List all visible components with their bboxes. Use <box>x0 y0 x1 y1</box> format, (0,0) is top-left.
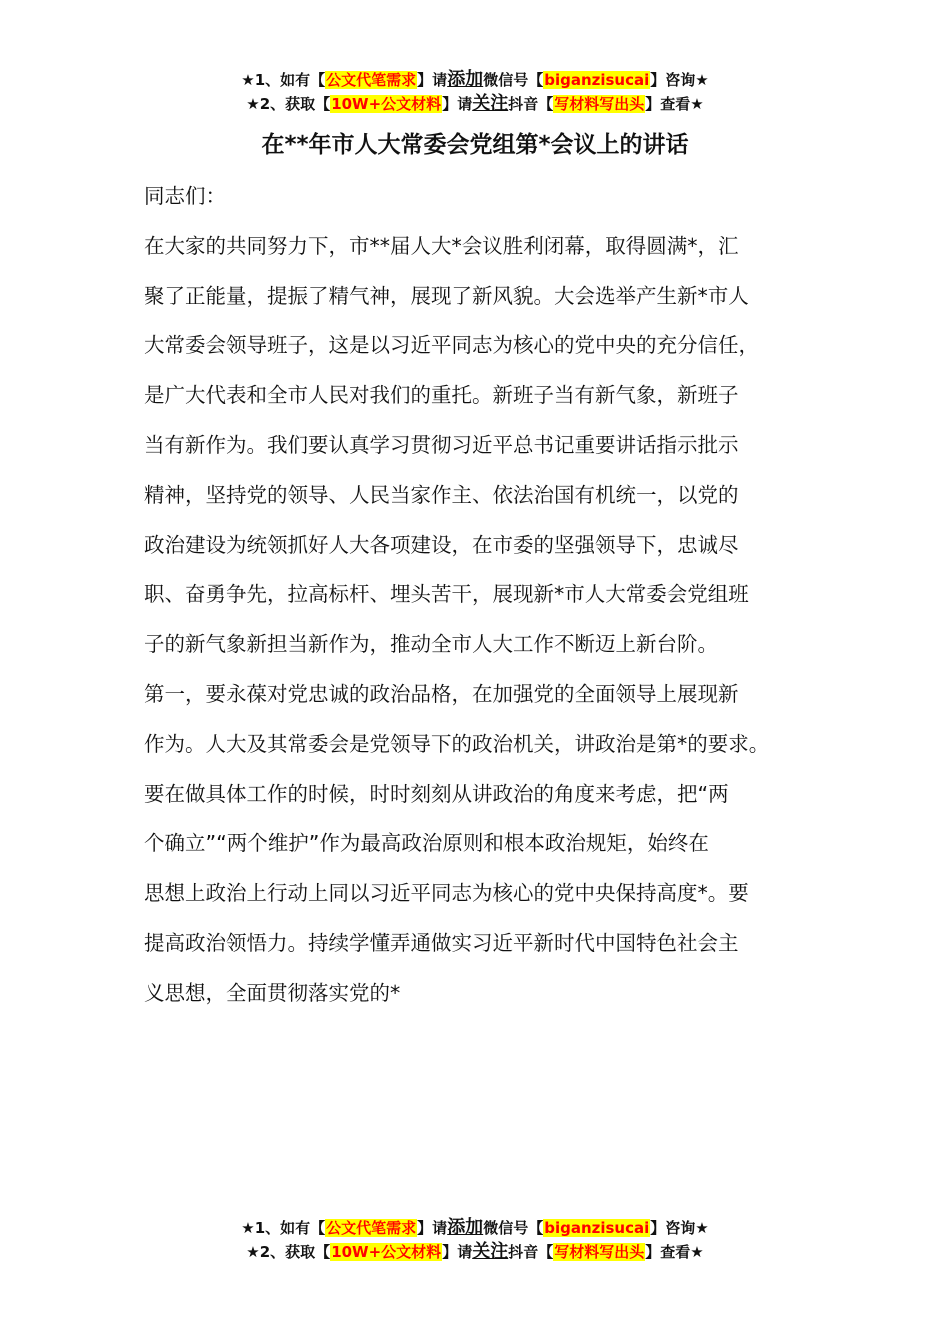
footer-highlight-writing-service: 公文代笔需求 <box>326 1219 417 1237</box>
footer-line-1-wechat-label: 微信号【 <box>483 1219 544 1237</box>
paragraph-2-line: 要在做具体工作的时候，时时刻刻从讲政治的角度来考虑，把“两 <box>144 781 729 806</box>
paragraph-1-line: 职、奋勇争先，拉高标杆、埋头苦干，展现新*市人大常委会党组班 <box>144 582 749 607</box>
banner-line-1-wechat-label: 微信号【 <box>483 71 544 89</box>
banner-line-1 <box>0 68 950 92</box>
salutation <box>144 172 834 222</box>
paragraph-2-line: 思想上政治上行动上同以习近平同志为核心的党中央保持高度*。要 <box>144 881 749 906</box>
paragraph-1-line: 是广大代表和全市人民对我们的重托。新班子当有新气象，新班子 <box>144 383 739 408</box>
document-title: 在**年市人大常委会党组第*会议上的讲话 <box>261 132 689 158</box>
paragraph-1-line: 精神，坚持党的领导、人民当家作主、依法治国有机统一，以党的 <box>144 482 739 507</box>
paragraph-1-line: 政治建设为统领抓好人大各项建设，在市委的坚强领导下，忠诚尽 <box>144 532 739 557</box>
banner-highlight-materials: 10W+公文材料 <box>331 95 442 113</box>
paragraph-1 <box>144 222 834 670</box>
footer-banner-line-2 <box>0 1240 950 1264</box>
footer-emphasis-follow: 关注 <box>472 1241 509 1262</box>
banner-line-2-prefix: ★2、获取【 <box>246 95 331 113</box>
banner-line-1-suffix: 】咨询★ <box>650 71 709 89</box>
footer-line-2-douyin-label: 抖音【 <box>508 1243 554 1261</box>
banner-line-2-douyin-label: 抖音【 <box>508 95 554 113</box>
banner-emphasis-add: 添加 <box>447 69 484 90</box>
paragraph-2-line: 提高政治领悟力。持续学懂弄通做实习近平新时代中国特色社会主 <box>144 930 739 955</box>
banner-highlight-writing-service: 公文代笔需求 <box>326 71 417 89</box>
footer-line-2-suffix: 】查看★ <box>645 1243 704 1261</box>
banner-line-2-suffix: 】查看★ <box>645 95 704 113</box>
paragraph-1-line: 当有新作为。我们要认真学习贯彻习近平总书记重要讲话指示批示 <box>144 432 739 457</box>
footer-line-1-suffix: 】咨询★ <box>650 1219 709 1237</box>
banner-line-1-mid: 】请 <box>417 71 448 89</box>
paragraph-2-line: 第一，要永葆对党忠诚的政治品格，在加强党的全面领导上展现新 <box>144 681 739 706</box>
salutation-text: 同志们： <box>144 184 226 208</box>
paragraph-1-line: 聚了正能量，提振了精气神，展现了新风貌。大会选举产生新*市人 <box>144 283 749 308</box>
footer-highlight-materials: 10W+公文材料 <box>331 1243 442 1261</box>
banner-highlight-wechat-id: biganzisucai <box>544 71 650 89</box>
footer-emphasis-add: 添加 <box>447 1217 484 1238</box>
banner-highlight-douyin-id: 写材料写出头 <box>554 95 645 113</box>
paragraph-1-line: 在大家的共同努力下，市**届人大*会议胜利闭幕，取得圆满*，汇 <box>144 233 739 258</box>
banner-line-2 <box>0 92 950 116</box>
footer-banner-line-1 <box>0 1216 950 1240</box>
paragraph-2-line: 作为。人大及其常委会是党领导下的政治机关，讲政治是第*的要求。 <box>144 731 770 756</box>
paragraph-2 <box>144 670 834 1019</box>
paragraph-2-line: 个确立”“两个维护”作为最高政治原则和根本政治规矩，始终在 <box>144 831 709 856</box>
footer-line-1-mid: 】请 <box>417 1219 448 1237</box>
paragraph-1-line: 子的新气象新担当新作为，推动全市人大工作不断迈上新台阶。 <box>144 632 718 657</box>
footer-banner <box>0 1216 950 1264</box>
header-banner <box>0 68 950 116</box>
footer-highlight-douyin-id: 写材料写出头 <box>554 1243 645 1261</box>
paragraph-1-line: 大常委会领导班子，这是以习近平同志为核心的党中央的充分信任， <box>144 333 759 358</box>
banner-line-1-prefix: ★1、如有【 <box>241 71 326 89</box>
footer-line-2-mid: 】请 <box>442 1243 473 1261</box>
banner-emphasis-follow: 关注 <box>472 93 509 114</box>
footer-line-1-prefix: ★1、如有【 <box>241 1219 326 1237</box>
paragraph-2-line: 义思想，全面贯彻落实党的* <box>144 980 401 1005</box>
banner-line-2-mid: 】请 <box>442 95 473 113</box>
footer-line-2-prefix: ★2、获取【 <box>246 1243 331 1261</box>
document-body <box>144 172 834 1019</box>
footer-highlight-wechat-id: biganzisucai <box>544 1219 650 1237</box>
